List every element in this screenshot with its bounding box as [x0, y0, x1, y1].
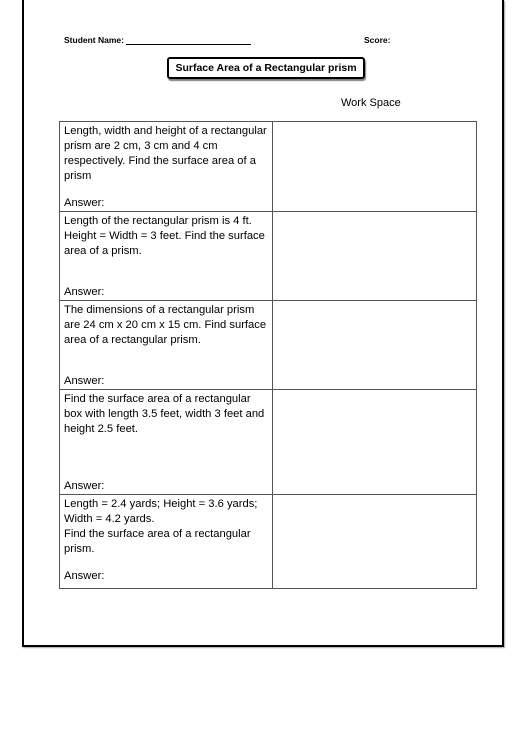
work-space-cell-3[interactable] — [273, 301, 477, 390]
answer-label-4: Answer: — [64, 480, 105, 492]
question-text-1: Length, width and height of a rectangular prism are 2 cm, 3 cm and 4 cm respectively. Find the surface area of a prism — [64, 125, 267, 182]
answer-label-5: Answer: — [64, 570, 105, 582]
work-space-cell-2[interactable] — [273, 212, 477, 301]
answer-label-2: Answer: — [64, 286, 105, 298]
work-space-cell-4[interactable] — [273, 390, 477, 495]
score-label: Score: — [364, 35, 391, 45]
question-text-2: Length of the rectangular prism is 4 ft. Height = Width = 3 feet. Find the surface area of a prism. — [64, 215, 265, 257]
questions-table — [59, 121, 477, 589]
question-row-1 — [60, 122, 477, 212]
question-text-4: Find the surface area of a rectangular box with length 3.5 feet, width 3 feet and height 2.5 feet. — [64, 393, 265, 435]
question-cell-2 — [60, 212, 273, 301]
worksheet-page — [22, 0, 504, 647]
question-row-2 — [60, 212, 477, 301]
answer-label-3: Answer: — [64, 375, 105, 387]
question-cell-1 — [60, 122, 273, 212]
question-cell-3 — [60, 301, 273, 390]
question-text-5: Length = 2.4 yards; Height = 3.6 yards; Width = 4.2 yards. Find the surface area of a rectangular prism. — [64, 498, 258, 555]
student-name-label: Student Name: — [64, 35, 124, 45]
work-space-cell-1[interactable] — [273, 122, 477, 212]
question-row-5 — [60, 495, 477, 589]
work-space-cell-5[interactable] — [273, 495, 477, 589]
worksheet-title — [167, 57, 365, 79]
answer-label-1: Answer: — [64, 197, 105, 209]
worksheet-title-text: Surface Area of a Rectangular prism — [175, 62, 357, 74]
question-cell-4 — [60, 390, 273, 495]
student-name-line — [126, 44, 251, 45]
question-row-3 — [60, 301, 477, 390]
work-space-label: Work Space — [341, 97, 401, 109]
question-text-3: The dimensions of a rectangular prism are 24 cm x 20 cm x 15 cm. Find surface area of a rectangular prism. — [64, 304, 267, 346]
question-row-4 — [60, 390, 477, 495]
question-cell-5 — [60, 495, 273, 589]
